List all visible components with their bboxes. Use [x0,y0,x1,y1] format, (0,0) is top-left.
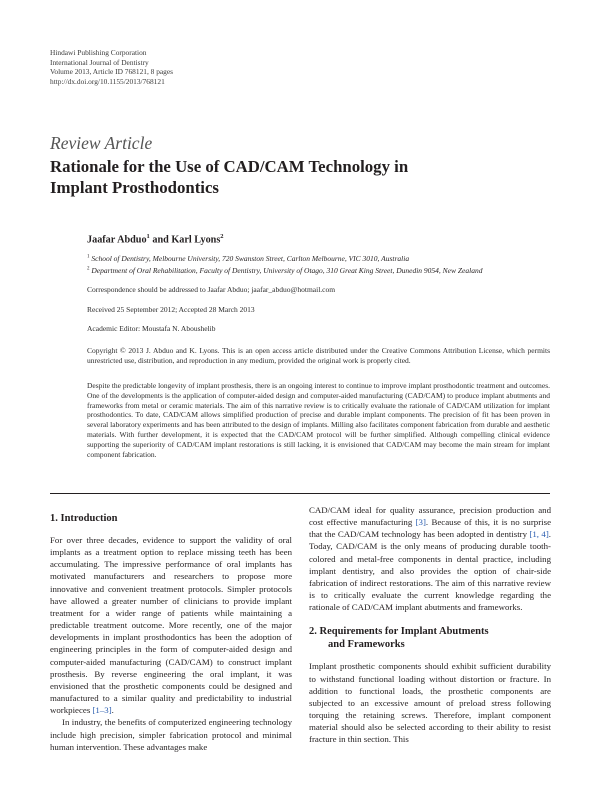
paragraph: In industry, the benefits of computerized engineering technology include high precision, simpler fabrication protocol and minimal human intervention. These advantages make [50,717,292,752]
affiliation [87,254,409,263]
article-title [50,157,470,198]
citation-link[interactable]: [1–3] [92,705,112,716]
paragraph-text: . [111,705,114,716]
author-name: Karl Lyons [171,234,221,246]
affiliation-text: Department of Oral Rehabilitation, Faculty of Dentistry, University of Otago, 310 Great King Street, Dunedin 9054, New Zealand [91,266,483,275]
doi-link[interactable]: http://dx.doi.org/10.1155/2013/768121 [50,76,165,86]
abstract: Despite the predictable longevity of implant prosthesis, there is an ongoing interest to continue to improve implant prosthodontic treatment and outcomes. One of the developments is the application of computer-aided design and computer-aided manufacturing (CAD/CAM) to produce implant abutments and frameworks from metal or ceramic materials. The aim of this narrative review is to critically evaluate the rationale of CAD/CAM utilization for implant prosthodontics. To date, CAD/CAM allows simplified production of precise and durable implant components. The precision of fit has been proven in several laboratory experiments and has been attributed to the design of implants. Milling also facilitates component fabrication from durable and aesthetic materials. With further development, it is expected that the CAD/CAM protocol will be further simplified. Although compelling clinical evidence supporting the superiority of CAD/CAM implant restorations is still lacking, it is envisioned that CAD/CAM may become the main stream for implant component fabrication. [87,381,550,459]
divider [50,493,550,494]
paragraph-text: . Today, CAD/CAM is the only means of producing durable tooth-colored and metal-free components in dental practice, including implant dentistry, and also provides the option of chair-side fabrication of indirect restorations. The aim of this narrative review is to critically evaluate the current knowledge regarding the rationale of CAD/CAM implant abutments and frameworks. [309,529,551,613]
author-conjunction: and [149,234,172,246]
correspondence-line: Correspondence should be addressed to Jaafar Abduo; jaafar_abduo@hotmail.com [87,285,336,294]
citation-link[interactable]: [3] [415,517,426,528]
section-heading [309,625,551,651]
affiliation-mark: 2 [87,266,90,272]
editor-line: Academic Editor: Moustafa N. Aboushelib [87,324,216,333]
paragraph-text: CAD/CAM ideal for quality assurance, precision production and cost effective manufacturing [309,505,551,528]
paragraph [50,534,292,716]
title-line-2: Implant Prosthodontics [50,177,219,197]
right-column [309,504,551,746]
article-type: Review Article [50,133,153,153]
paragraph [309,504,551,613]
author-affiliation-mark: 2 [220,233,224,240]
paragraph: Implant prosthetic components should exhibit sufficient durability to withstand functional loading without distortion or fracture. In addition to functional loads, the prosthetic components are subjected to an excessive amount of preload stress following torquing the retaining screws. Therefore, implant component material should also be selected according to their ability to resist fracture in thin section. This [309,661,551,745]
publisher-name: Hindawi Publishing Corporation [50,48,147,57]
volume-info: Volume 2013, Article ID 768121, 8 pages [50,67,174,77]
citation-link[interactable]: [1, 4] [529,529,549,540]
author-name: Jaafar Abduo [87,234,147,246]
left-column [50,512,292,753]
affiliation [87,266,482,275]
spacer [309,613,551,625]
journal-header [50,48,173,86]
section-heading: 1. Introduction [50,513,118,524]
section-heading-line: and Frameworks [328,639,405,651]
journal-name: International Journal of Dentistry [50,57,149,67]
paragraph-text: . Because of this, it is no surprise that the CAD/CAM technology has been adopted in dentistry [309,517,551,540]
dates-line: Received 25 September 2012; Accepted 28 March 2013 [87,305,255,314]
author-affiliation-mark: 1 [146,233,150,240]
author-list [87,233,224,245]
title-line-1: Rationale for the Use of CAD/CAM Technology in [50,157,409,176]
paragraph-text: For over three decades, evidence to support the validity of oral implants as a treatment option to replace missing teeth has been accumulating. The impressive performance of oral implants has motivated manufacturers and researchers to propose more innovative and convenient treatment protocols. Simpler protocols have allowed a greater number of clinicians to provide implant treatment for a wider range of patients while maintaining a predictable treatment outcome. More recently, one of the major developments in implant prosthodontics has been the adoption of engineering principles in the form of computer-aided design and computer-aided manufacturing (CAD/CAM) to construct implant prosthesis. By reverse engineering the oral implant, it was envisioned that the prosthetic components could be designed and manufactured to a similar quality and predictability to industrial workpieces [50,535,292,716]
copyright-notice: Copyright © 2013 J. Abduo and K. Lyons. This is an open access article distributed under the Creative Commons Attribution License, which permits unrestricted use, distribution, and reproduction in any medium, provided the original work is properly cited. [87,346,550,365]
affiliation-text: School of Dentistry, Melbourne University, 720 Swanston Street, Carlton Melbourne, VIC 3010, Australia [91,254,410,263]
section-heading-line: 2. Requirements for Implant Abutments [309,626,489,638]
affiliation-mark: 1 [87,254,90,260]
